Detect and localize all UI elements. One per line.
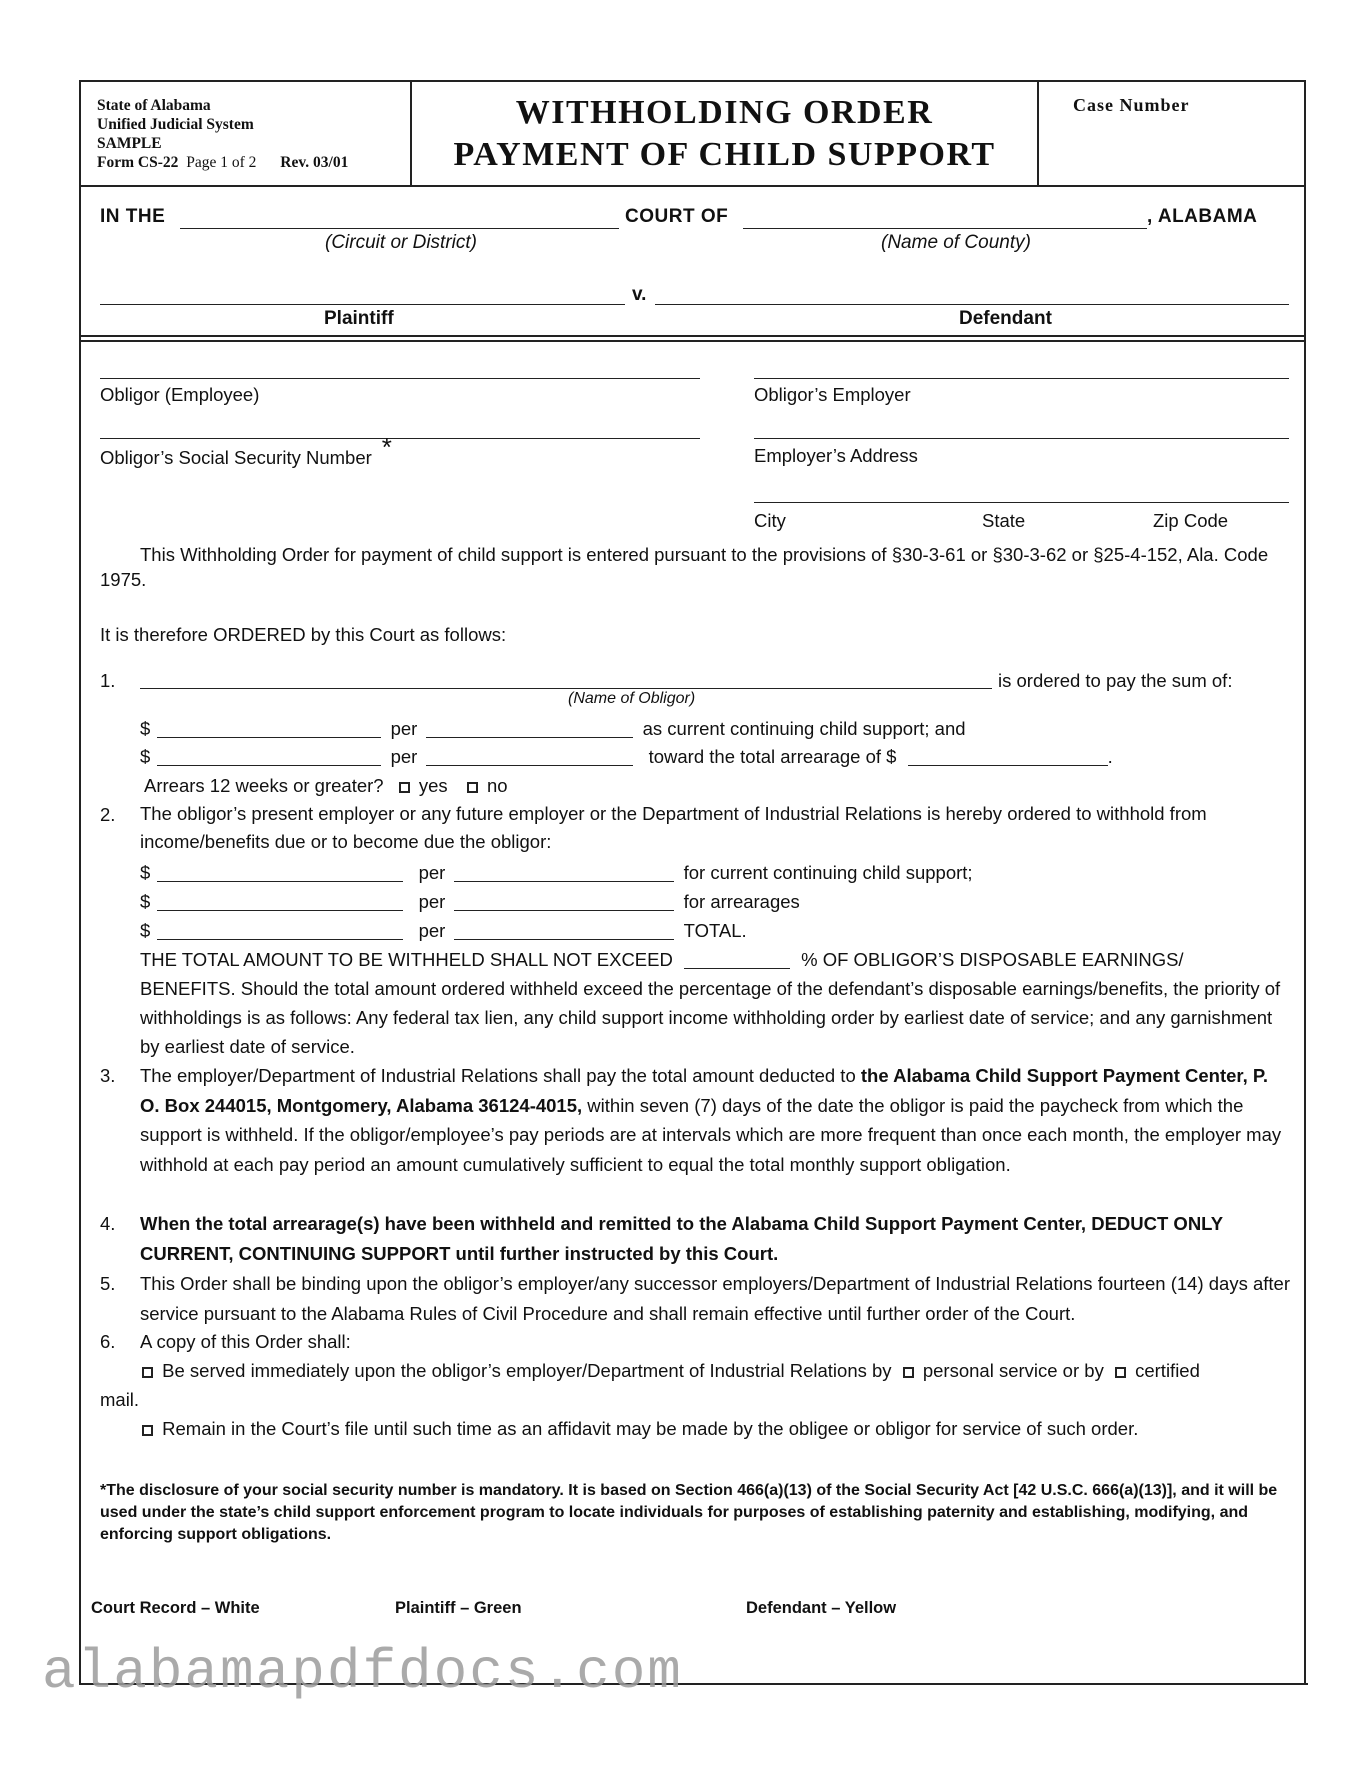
revision: Rev. 03/01 xyxy=(280,154,349,171)
issuer-state: State of Alabama xyxy=(97,97,211,114)
item-6-mail: mail. xyxy=(100,1389,140,1410)
item-2-row-2: $ per for arrearages xyxy=(140,891,800,912)
ordered-statement: It is therefore ORDERED by this Court as follows: xyxy=(100,624,507,645)
employer-address-field[interactable] xyxy=(754,438,1289,439)
item-3-text: The employer/Department of Industrial Relations shall pay the total amount deducted to the Alabama Child Support Payment Center, P. O. Box 244015, Montgomery, Alabama 36124-4015, within seven (7) days of the date the obligor is paid the paycheck from which the support is withheld. If the obligor/employee’s pay periods are at intervals which are more frequent than once each month, the employer may withhold at each pay period an amount cumulatively sufficient to equal the total monthly support obligation. xyxy=(140,1065,1282,1175)
item-5-number: 5. xyxy=(100,1273,116,1294)
arrears-no-checkbox[interactable] xyxy=(467,782,478,793)
employer-label: Obligor’s Employer xyxy=(754,384,911,405)
circuit-caption: (Circuit or District) xyxy=(325,232,477,253)
title-line-2: PAYMENT OF CHILD SUPPORT xyxy=(453,136,996,173)
item-1-tail: is ordered to pay the sum of: xyxy=(998,670,1233,691)
obligor-name-order-field[interactable] xyxy=(140,688,992,689)
ssn-disclosure: *The disclosure of your social security number is mandatory. It is based on Section 466(a)(13) of the Social Security Act [42 U.S.C. 666(a)(13)], and it will be used under the state’s child support enforcement program to locate individuals for purposes of establishing paternity and establishing, modifying, and enforcing support obligations. xyxy=(100,1482,1278,1543)
site-watermark: alabamapdfdocs.com xyxy=(42,1640,683,1704)
title-line-1: WITHHOLDING ORDER xyxy=(515,94,934,131)
section-divider-2 xyxy=(81,340,1304,342)
court-of-label: COURT OF xyxy=(625,206,729,227)
form-header xyxy=(81,82,1304,187)
distribution-defendant: Defendant – Yellow xyxy=(746,1599,897,1617)
item-5-text: This Order shall be binding upon the obligor’s employer/any successor employers/Department of Industrial Relations fourteen (14) days after service pursuant to the Alabama Rules of Civil Procedure and shall remain effective until further order of the Court. xyxy=(140,1273,1290,1324)
defendant-field[interactable] xyxy=(655,304,1289,305)
county-field[interactable] xyxy=(743,228,1147,229)
page-indicator: Page 1 of 2 xyxy=(186,154,257,171)
obligor-label: Obligor (Employee) xyxy=(100,384,260,405)
plaintiff-label: Plaintiff xyxy=(324,308,394,329)
item-2-priority-text: BENEFITS. Should the total amount ordered withheld exceed the percentage of the defendant’s disposable earnings/benefits, the priority of withholdings is as follows: Any federal tax lien, any child support income withholding order by earliest date of service; and any garnishment by earliest date of service. xyxy=(140,978,1281,1057)
personal-service-checkbox[interactable] xyxy=(903,1367,914,1378)
form-id: Form CS-22 xyxy=(97,154,179,171)
county-caption: (Name of County) xyxy=(881,232,1031,253)
ssn-field[interactable] xyxy=(100,438,700,439)
versus-label: v. xyxy=(632,284,647,305)
form-title xyxy=(412,92,1037,176)
certified-mail-checkbox[interactable] xyxy=(1115,1367,1126,1378)
ssn-label: Obligor’s Social Security Number * xyxy=(100,432,392,468)
city-label: City xyxy=(754,510,786,531)
item-1-current-line: $ per as current continuing child support; and xyxy=(140,718,966,739)
current-period-field[interactable] xyxy=(426,719,633,738)
arrears-question: Arrears 12 weeks or greater? yes no xyxy=(144,775,508,796)
plaintiff-field[interactable] xyxy=(100,304,625,305)
court-type-field[interactable] xyxy=(180,228,619,229)
no-label: no xyxy=(486,775,508,796)
arrears-amount-field[interactable] xyxy=(157,747,381,766)
total-arrearage-field[interactable] xyxy=(908,747,1108,766)
in-the-label: IN THE xyxy=(100,206,166,227)
alabama-label: , ALABAMA xyxy=(1147,206,1258,227)
arrears-yes-checkbox[interactable] xyxy=(399,782,410,793)
state-label: State xyxy=(982,510,1026,531)
item-1-arrears-line: $ per toward the total arrearage of $ . xyxy=(140,746,1113,767)
item-6-option-1: Be served immediately upon the obligor’s employer/Department of Industrial Relations by personal service or by certified xyxy=(140,1356,1200,1385)
item-2-number: 2. xyxy=(100,804,116,825)
distribution-plaintiff: Plaintiff – Green xyxy=(395,1599,522,1617)
arrears-period-field[interactable] xyxy=(426,747,633,766)
withhold-arrears-amount-field[interactable] xyxy=(157,892,403,911)
city-state-zip-field[interactable] xyxy=(754,502,1289,503)
item-2-limit-line: THE TOTAL AMOUNT TO BE WITHHELD SHALL NOT EXCEED % OF OBLIGOR’S DISPOSABLE EARNINGS/ xyxy=(140,949,1184,970)
remain-in-file-checkbox[interactable] xyxy=(142,1425,153,1436)
percent-limit-field[interactable] xyxy=(684,950,790,969)
withhold-total-amount-field[interactable] xyxy=(157,921,403,940)
employer-address-label: Employer’s Address xyxy=(754,445,918,466)
intro-paragraph: This Withholding Order for payment of child support is entered pursuant to the provisions of §30-3-61 or §30-3-62 or §25-4-152, Ala. Code 1975. xyxy=(100,544,1269,590)
withholding-order-form xyxy=(79,80,1306,1684)
obligor-name-caption: (Name of Obligor) xyxy=(568,690,696,707)
form-identification xyxy=(81,82,412,185)
item-2-row-1: $ per for current continuing child support; xyxy=(140,862,973,883)
item-6-number: 6. xyxy=(100,1331,116,1352)
withhold-total-period-field[interactable] xyxy=(454,921,674,940)
item-3-number: 3. xyxy=(100,1065,116,1086)
distribution-court: Court Record – White xyxy=(91,1599,260,1617)
ssn-asterisk: * xyxy=(381,432,392,462)
payment-center-address: the Alabama Child Support Payment Center, P. O. Box 244015, Montgomery, Alabama 36124-4015, xyxy=(140,1065,1268,1116)
obligor-name-field[interactable] xyxy=(100,378,700,379)
item-2-text: The obligor’s present employer or any future employer or the Department of Industrial Relations is hereby ordered to withhold from income/benefits due or to become due the obligor: xyxy=(140,803,1207,852)
issuer-system: Unified Judicial System xyxy=(97,116,254,133)
item-1-number: 1. xyxy=(100,670,116,691)
withhold-current-amount-field[interactable] xyxy=(157,863,403,882)
item-4-text: When the total arrearage(s) have been withheld and remitted to the Alabama Child Support Payment Center, DEDUCT ONLY CURRENT, CONTINUING SUPPORT until further instructed by this Court. xyxy=(140,1213,1223,1264)
serve-immediately-checkbox[interactable] xyxy=(142,1367,153,1378)
issuer-block xyxy=(97,96,348,172)
item-2-row-3: $ per TOTAL. xyxy=(140,920,747,941)
zip-label: Zip Code xyxy=(1153,510,1229,531)
defendant-label: Defendant xyxy=(959,308,1052,329)
case-number-label: Case Number xyxy=(1073,95,1190,115)
sample-label: SAMPLE xyxy=(97,135,162,152)
item-6-option-2: Remain in the Court’s file until such time as an affidavit may be made by the obligee or obligor for service of such order. xyxy=(140,1414,1138,1443)
case-number-box[interactable] xyxy=(1037,82,1308,185)
item-6-text: A copy of this Order shall: xyxy=(140,1331,351,1352)
yes-label: yes xyxy=(418,775,448,796)
section-divider xyxy=(81,335,1304,337)
item-4-number: 4. xyxy=(100,1213,116,1234)
current-amount-field[interactable] xyxy=(157,719,381,738)
employer-name-field[interactable] xyxy=(754,378,1289,379)
withhold-current-period-field[interactable] xyxy=(454,863,674,882)
withhold-arrears-period-field[interactable] xyxy=(454,892,674,911)
